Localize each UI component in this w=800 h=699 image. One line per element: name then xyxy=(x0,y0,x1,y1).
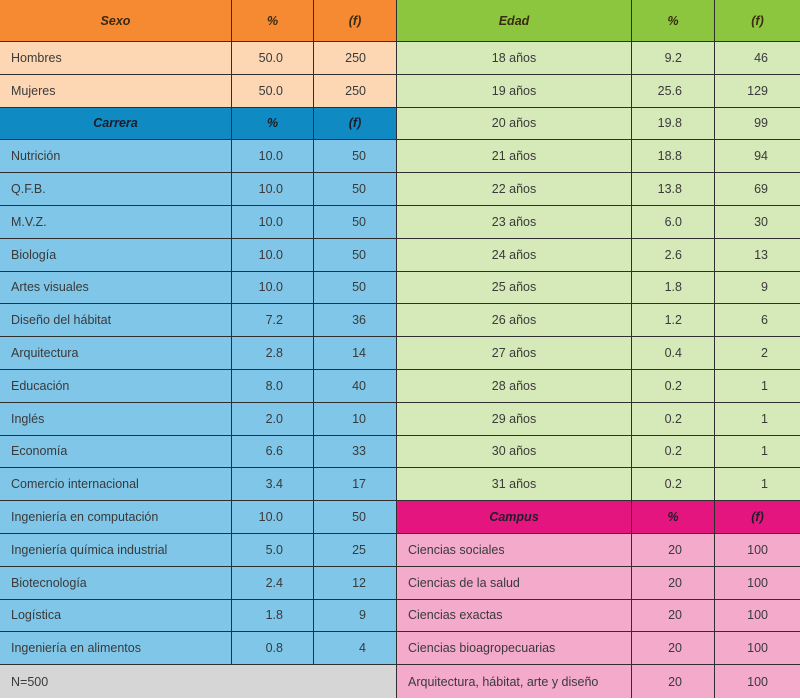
carrera-row xyxy=(0,567,397,600)
edad-f-cell: 69 xyxy=(715,173,800,206)
campus-f-cell: 100 xyxy=(715,567,800,600)
campus-pct-cell: 20 xyxy=(632,534,715,567)
edad-f-cell: 1 xyxy=(715,403,800,436)
edad-pct-cell: 0.2 xyxy=(632,468,715,501)
edad-f-cell: 46 xyxy=(715,42,800,75)
edad-pct-cell: 0.2 xyxy=(632,436,715,469)
edad-pct-cell: 9.2 xyxy=(632,42,715,75)
edad-f-cell: 1 xyxy=(715,370,800,403)
edad-header-f: (f) xyxy=(715,0,800,42)
campus-row xyxy=(397,534,800,567)
campus-row xyxy=(397,600,800,633)
carrera-pct-cell: 3.4 xyxy=(232,468,314,501)
carrera-label-cell: Arquitectura xyxy=(0,337,232,370)
carrera-f-cell: 33 xyxy=(314,436,397,469)
edad-row xyxy=(397,42,800,75)
campus-label-cell: Arquitectura, hábitat, arte y diseño xyxy=(397,665,632,698)
edad-f-cell: 1 xyxy=(715,436,800,469)
campus-label-cell: Ciencias exactas xyxy=(397,600,632,633)
edad-pct-cell: 6.0 xyxy=(632,206,715,239)
carrera-pct-cell: 0.8 xyxy=(232,632,314,665)
campus-pct-cell: 20 xyxy=(632,632,715,665)
carrera-f-cell: 14 xyxy=(314,337,397,370)
carrera-row xyxy=(0,337,397,370)
edad-pct-cell: 0.4 xyxy=(632,337,715,370)
carrera-row xyxy=(0,403,397,436)
edad-pct-cell: 25.6 xyxy=(632,75,715,108)
carrera-pct-cell: 2.4 xyxy=(232,567,314,600)
edad-pct-cell: 2.6 xyxy=(632,239,715,272)
edad-pct-cell: 13.8 xyxy=(632,173,715,206)
carrera-label-cell: Ingeniería en alimentos xyxy=(0,632,232,665)
edad-f-cell: 30 xyxy=(715,206,800,239)
edad-pct-cell: 1.2 xyxy=(632,304,715,337)
carrera-header-label: Carrera xyxy=(0,108,232,141)
campus-header-pct: % xyxy=(632,501,715,534)
carrera-label-cell: Ingeniería en computación xyxy=(0,501,232,534)
carrera-label-cell: Ingeniería química industrial xyxy=(0,534,232,567)
edad-label-cell: 30 años xyxy=(397,436,632,469)
carrera-pct-cell: 8.0 xyxy=(232,370,314,403)
carrera-f-cell: 50 xyxy=(314,239,397,272)
carrera-pct-cell: 10.0 xyxy=(232,140,314,173)
edad-label-cell: 19 años xyxy=(397,75,632,108)
carrera-pct-cell: 10.0 xyxy=(232,272,314,305)
right-column xyxy=(397,0,800,698)
edad-row xyxy=(397,468,800,501)
edad-f-cell: 94 xyxy=(715,140,800,173)
edad-f-cell: 9 xyxy=(715,272,800,305)
carrera-f-cell: 12 xyxy=(314,567,397,600)
campus-header xyxy=(397,501,800,534)
carrera-f-cell: 40 xyxy=(314,370,397,403)
carrera-row xyxy=(0,370,397,403)
carrera-pct-cell: 2.8 xyxy=(232,337,314,370)
edad-header xyxy=(397,0,800,42)
edad-row xyxy=(397,403,800,436)
campus-f-cell: 100 xyxy=(715,534,800,567)
sexo-f-cell: 250 xyxy=(314,75,397,108)
carrera-row xyxy=(0,600,397,633)
edad-row xyxy=(397,75,800,108)
sexo-header-pct: % xyxy=(232,0,314,42)
campus-row xyxy=(397,632,800,665)
edad-pct-cell: 1.8 xyxy=(632,272,715,305)
edad-pct-cell: 19.8 xyxy=(632,108,715,141)
edad-label-cell: 24 años xyxy=(397,239,632,272)
edad-label-cell: 26 años xyxy=(397,304,632,337)
campus-pct-cell: 20 xyxy=(632,665,715,698)
carrera-label-cell: Inglés xyxy=(0,403,232,436)
edad-row xyxy=(397,337,800,370)
carrera-pct-cell: 5.0 xyxy=(232,534,314,567)
edad-f-cell: 1 xyxy=(715,468,800,501)
campus-pct-cell: 20 xyxy=(632,600,715,633)
left-column xyxy=(0,0,397,698)
edad-f-cell: 6 xyxy=(715,304,800,337)
carrera-pct-cell: 10.0 xyxy=(232,501,314,534)
carrera-row xyxy=(0,501,397,534)
campus-row xyxy=(397,665,800,698)
carrera-row xyxy=(0,468,397,501)
carrera-header-f: (f) xyxy=(314,108,397,141)
sexo-label-cell: Hombres xyxy=(0,42,232,75)
edad-f-cell: 99 xyxy=(715,108,800,141)
carrera-label-cell: Diseño del hábitat xyxy=(0,304,232,337)
edad-row xyxy=(397,173,800,206)
carrera-label-cell: Biología xyxy=(0,239,232,272)
campus-row xyxy=(397,567,800,600)
sexo-label-cell: Mujeres xyxy=(0,75,232,108)
carrera-label-cell: Logística xyxy=(0,600,232,633)
carrera-row xyxy=(0,239,397,272)
edad-label-cell: 31 años xyxy=(397,468,632,501)
campus-header-f: (f) xyxy=(715,501,800,534)
carrera-f-cell: 50 xyxy=(314,173,397,206)
edad-row xyxy=(397,272,800,305)
sexo-row xyxy=(0,75,397,108)
edad-label-cell: 21 años xyxy=(397,140,632,173)
carrera-f-cell: 50 xyxy=(314,140,397,173)
carrera-label-cell: Economía xyxy=(0,436,232,469)
carrera-row xyxy=(0,436,397,469)
carrera-label-cell: Comercio internacional xyxy=(0,468,232,501)
carrera-row xyxy=(0,173,397,206)
edad-label-cell: 25 años xyxy=(397,272,632,305)
carrera-pct-cell: 10.0 xyxy=(232,173,314,206)
carrera-label-cell: Biotecnología xyxy=(0,567,232,600)
carrera-row xyxy=(0,272,397,305)
campus-label-cell: Ciencias sociales xyxy=(397,534,632,567)
campus-label-cell: Ciencias bioagropecuarias xyxy=(397,632,632,665)
edad-row xyxy=(397,436,800,469)
edad-f-cell: 129 xyxy=(715,75,800,108)
carrera-f-cell: 50 xyxy=(314,206,397,239)
sexo-f-cell: 250 xyxy=(314,42,397,75)
edad-label-cell: 28 años xyxy=(397,370,632,403)
carrera-row xyxy=(0,534,397,567)
sexo-pct-cell: 50.0 xyxy=(232,42,314,75)
carrera-pct-cell: 10.0 xyxy=(232,206,314,239)
carrera-label-cell: Nutrición xyxy=(0,140,232,173)
edad-label-cell: 23 años xyxy=(397,206,632,239)
edad-label-cell: 18 años xyxy=(397,42,632,75)
sample-size: N=500 xyxy=(0,665,397,698)
campus-f-cell: 100 xyxy=(715,632,800,665)
carrera-label-cell: Educación xyxy=(0,370,232,403)
carrera-row xyxy=(0,632,397,665)
footer-row xyxy=(0,665,397,698)
carrera-label-cell: M.V.Z. xyxy=(0,206,232,239)
edad-row xyxy=(397,304,800,337)
sexo-header-label: Sexo xyxy=(0,0,232,42)
campus-header-label: Campus xyxy=(397,501,632,534)
carrera-pct-cell: 7.2 xyxy=(232,304,314,337)
edad-f-cell: 2 xyxy=(715,337,800,370)
edad-row xyxy=(397,140,800,173)
carrera-pct-cell: 6.6 xyxy=(232,436,314,469)
edad-row xyxy=(397,206,800,239)
carrera-header xyxy=(0,108,397,141)
carrera-f-cell: 4 xyxy=(314,632,397,665)
carrera-label-cell: Artes visuales xyxy=(0,272,232,305)
edad-f-cell: 13 xyxy=(715,239,800,272)
carrera-pct-cell: 1.8 xyxy=(232,600,314,633)
campus-label-cell: Ciencias de la salud xyxy=(397,567,632,600)
campus-f-cell: 100 xyxy=(715,600,800,633)
edad-pct-cell: 0.2 xyxy=(632,370,715,403)
sexo-row xyxy=(0,42,397,75)
sexo-header-f: (f) xyxy=(314,0,397,42)
carrera-row xyxy=(0,304,397,337)
carrera-row xyxy=(0,206,397,239)
carrera-f-cell: 17 xyxy=(314,468,397,501)
carrera-pct-cell: 2.0 xyxy=(232,403,314,436)
sexo-pct-cell: 50.0 xyxy=(232,75,314,108)
carrera-row xyxy=(0,140,397,173)
sexo-header xyxy=(0,0,397,42)
campus-f-cell: 100 xyxy=(747,674,768,689)
campus-pct-cell: 20 xyxy=(632,567,715,600)
carrera-f-cell: 50 xyxy=(314,501,397,534)
edad-label-cell: 22 años xyxy=(397,173,632,206)
carrera-pct-cell: 10.0 xyxy=(232,239,314,272)
carrera-f-cell: 25 xyxy=(314,534,397,567)
carrera-f-cell: 9 xyxy=(314,600,397,633)
edad-row xyxy=(397,108,800,141)
carrera-header-pct: % xyxy=(232,108,314,141)
edad-label-cell: 20 años xyxy=(397,108,632,141)
edad-header-pct: % xyxy=(632,0,715,42)
edad-row xyxy=(397,239,800,272)
carrera-f-cell: 10 xyxy=(314,403,397,436)
carrera-label-cell: Q.F.B. xyxy=(0,173,232,206)
edad-row xyxy=(397,370,800,403)
edad-label-cell: 27 años xyxy=(397,337,632,370)
carrera-f-cell: 50 xyxy=(314,272,397,305)
edad-pct-cell: 18.8 xyxy=(632,140,715,173)
edad-header-label: Edad xyxy=(397,0,632,42)
edad-label-cell: 29 años xyxy=(397,403,632,436)
carrera-f-cell: 36 xyxy=(314,304,397,337)
edad-pct-cell: 0.2 xyxy=(632,403,715,436)
